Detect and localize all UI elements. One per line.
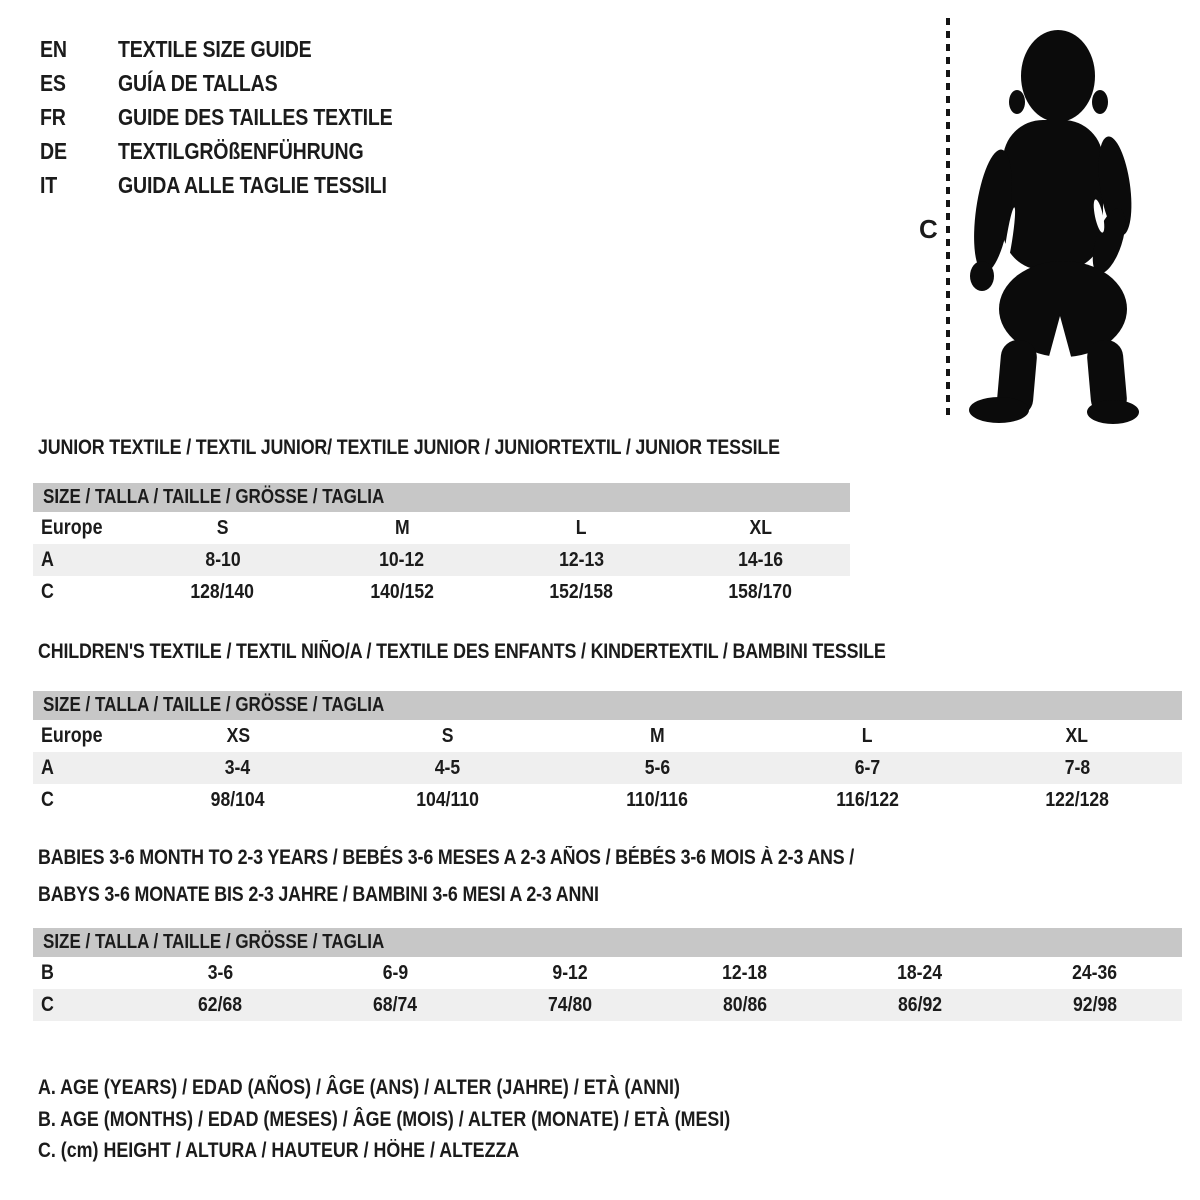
size-cell: 14-16 bbox=[737, 548, 783, 571]
size-cell: 158/170 bbox=[728, 580, 793, 603]
language-title: TEXTILGRÖßENFÜHRUNG bbox=[118, 137, 364, 164]
size-cell: L bbox=[575, 516, 587, 539]
size-cell: 4-5 bbox=[434, 756, 461, 779]
size-cell: 6-9 bbox=[382, 961, 408, 984]
language-code: EN bbox=[40, 35, 67, 62]
size-cell: L bbox=[861, 724, 873, 747]
size-cell: S bbox=[441, 724, 454, 747]
table-row-age bbox=[33, 544, 850, 576]
size-cell: 9-12 bbox=[552, 961, 588, 984]
table-row-europe bbox=[33, 720, 1182, 752]
row-label: Europe bbox=[41, 516, 103, 539]
language-list bbox=[40, 32, 441, 202]
size-cell: M bbox=[394, 516, 410, 539]
row-label: Europe bbox=[41, 724, 103, 747]
row-label: C bbox=[41, 993, 54, 1016]
size-cell: 110/116 bbox=[626, 788, 689, 811]
language-code: ES bbox=[40, 69, 66, 96]
row-label: A bbox=[41, 756, 54, 779]
language-code: DE bbox=[40, 137, 67, 164]
size-cell: 116/122 bbox=[835, 788, 899, 811]
size-cell: 5-6 bbox=[644, 756, 671, 779]
legend-line-a: A. AGE (YEARS) / EDAD (AÑOS) / ÂGE (ANS) / ALTER (JAHRE) / ETÀ (ANNI) bbox=[38, 1076, 680, 1099]
legend-line-b: B. AGE (MONTHS) / EDAD (MESES) / ÂGE (MOIS) / ALTER (MONATE) / ETÀ (MESI) bbox=[38, 1108, 731, 1131]
table-row-height bbox=[33, 784, 1182, 816]
children-section-title: CHILDREN'S TEXTILE / TEXTIL NIÑO/A / TEXTILE DES ENFANTS / KINDERTEXTIL / BAMBINI TESSILE bbox=[38, 640, 886, 663]
row-label: B bbox=[41, 961, 54, 984]
baby-silhouette-icon bbox=[963, 26, 1143, 426]
size-cell: 10-12 bbox=[379, 548, 425, 571]
size-cell: 74/80 bbox=[548, 993, 593, 1016]
language-code: IT bbox=[40, 171, 58, 198]
size-cell: XL bbox=[1065, 724, 1089, 747]
size-cell: 152/158 bbox=[549, 580, 613, 603]
height-measure-dashed-line bbox=[946, 18, 950, 418]
table-row-age-months bbox=[33, 957, 1182, 989]
size-cell: 86/92 bbox=[897, 993, 942, 1016]
babies-size-table bbox=[33, 928, 1182, 1021]
size-cell: 68/74 bbox=[373, 993, 418, 1016]
language-title: GUIDE DES TAILLES TEXTILE bbox=[118, 103, 393, 130]
language-title: GUÍA DE TALLAS bbox=[118, 69, 278, 96]
legend-line-c: C. (cm) HEIGHT / ALTURA / HAUTEUR / HÖHE / ALTEZZA bbox=[38, 1139, 520, 1162]
language-row-en bbox=[40, 32, 441, 66]
size-cell: M bbox=[650, 724, 665, 747]
row-label: A bbox=[41, 548, 54, 571]
size-header-bar: SIZE / TALLA / TAILLE / GRÖSSE / TAGLIA bbox=[33, 691, 1182, 720]
babies-section-title-line1: BABIES 3-6 MONTH TO 2-3 YEARS / BEBÉS 3-6 MESES A 2-3 AÑOS / BÉBÉS 3-6 MOIS À 2-3 ANS / bbox=[38, 846, 855, 869]
babies-section-title-line2: BABYS 3-6 MONATE BIS 2-3 JAHRE / BAMBINI 3-6 MESI A 2-3 ANNI bbox=[38, 883, 599, 906]
language-row-fr bbox=[40, 100, 441, 134]
size-cell: 80/86 bbox=[722, 993, 767, 1016]
size-header-bar: SIZE / TALLA / TAILLE / GRÖSSE / TAGLIA bbox=[33, 928, 1182, 957]
table-row-height bbox=[33, 989, 1182, 1021]
language-row-es bbox=[40, 66, 441, 100]
height-figure bbox=[905, 12, 1165, 424]
size-cell: 128/140 bbox=[190, 580, 255, 603]
size-cell: 3-6 bbox=[207, 961, 234, 984]
size-cell: S bbox=[216, 516, 229, 539]
size-cell: 7-8 bbox=[1064, 756, 1090, 779]
size-cell: 24-36 bbox=[1072, 961, 1118, 984]
size-cell: 12-18 bbox=[722, 961, 768, 984]
size-cell: 140/152 bbox=[370, 580, 434, 603]
row-label: C bbox=[41, 788, 54, 811]
table-row-height bbox=[33, 576, 850, 608]
table-row-europe bbox=[33, 512, 850, 544]
size-header-bar: SIZE / TALLA / TAILLE / GRÖSSE / TAGLIA bbox=[33, 483, 850, 512]
size-cell: 12-13 bbox=[558, 548, 604, 571]
language-code: FR bbox=[40, 103, 66, 130]
size-cell: 8-10 bbox=[205, 548, 241, 571]
language-title: GUIDA ALLE TAGLIE TESSILI bbox=[118, 171, 387, 198]
row-label: C bbox=[41, 580, 54, 603]
size-cell: XL bbox=[749, 516, 772, 539]
language-row-de bbox=[40, 134, 441, 168]
size-cell: 3-4 bbox=[225, 756, 251, 779]
junior-section-title: JUNIOR TEXTILE / TEXTIL JUNIOR/ TEXTILE JUNIOR / JUNIORTEXTIL / JUNIOR TESSILE bbox=[38, 436, 780, 459]
size-cell: 62/68 bbox=[198, 993, 243, 1016]
size-cell: 122/128 bbox=[1045, 788, 1109, 811]
language-row-it bbox=[40, 168, 441, 202]
children-size-table bbox=[33, 691, 1182, 816]
size-cell: 98/104 bbox=[210, 788, 265, 811]
size-cell: 6-7 bbox=[854, 756, 880, 779]
size-cell: 92/98 bbox=[1072, 993, 1117, 1016]
language-title: TEXTILE SIZE GUIDE bbox=[118, 35, 312, 62]
size-cell: 104/110 bbox=[416, 788, 480, 811]
table-row-age bbox=[33, 752, 1182, 784]
size-cell: XS bbox=[226, 724, 250, 747]
height-label-c: C bbox=[919, 214, 938, 244]
junior-size-table bbox=[33, 483, 850, 608]
size-cell: 18-24 bbox=[897, 961, 943, 984]
